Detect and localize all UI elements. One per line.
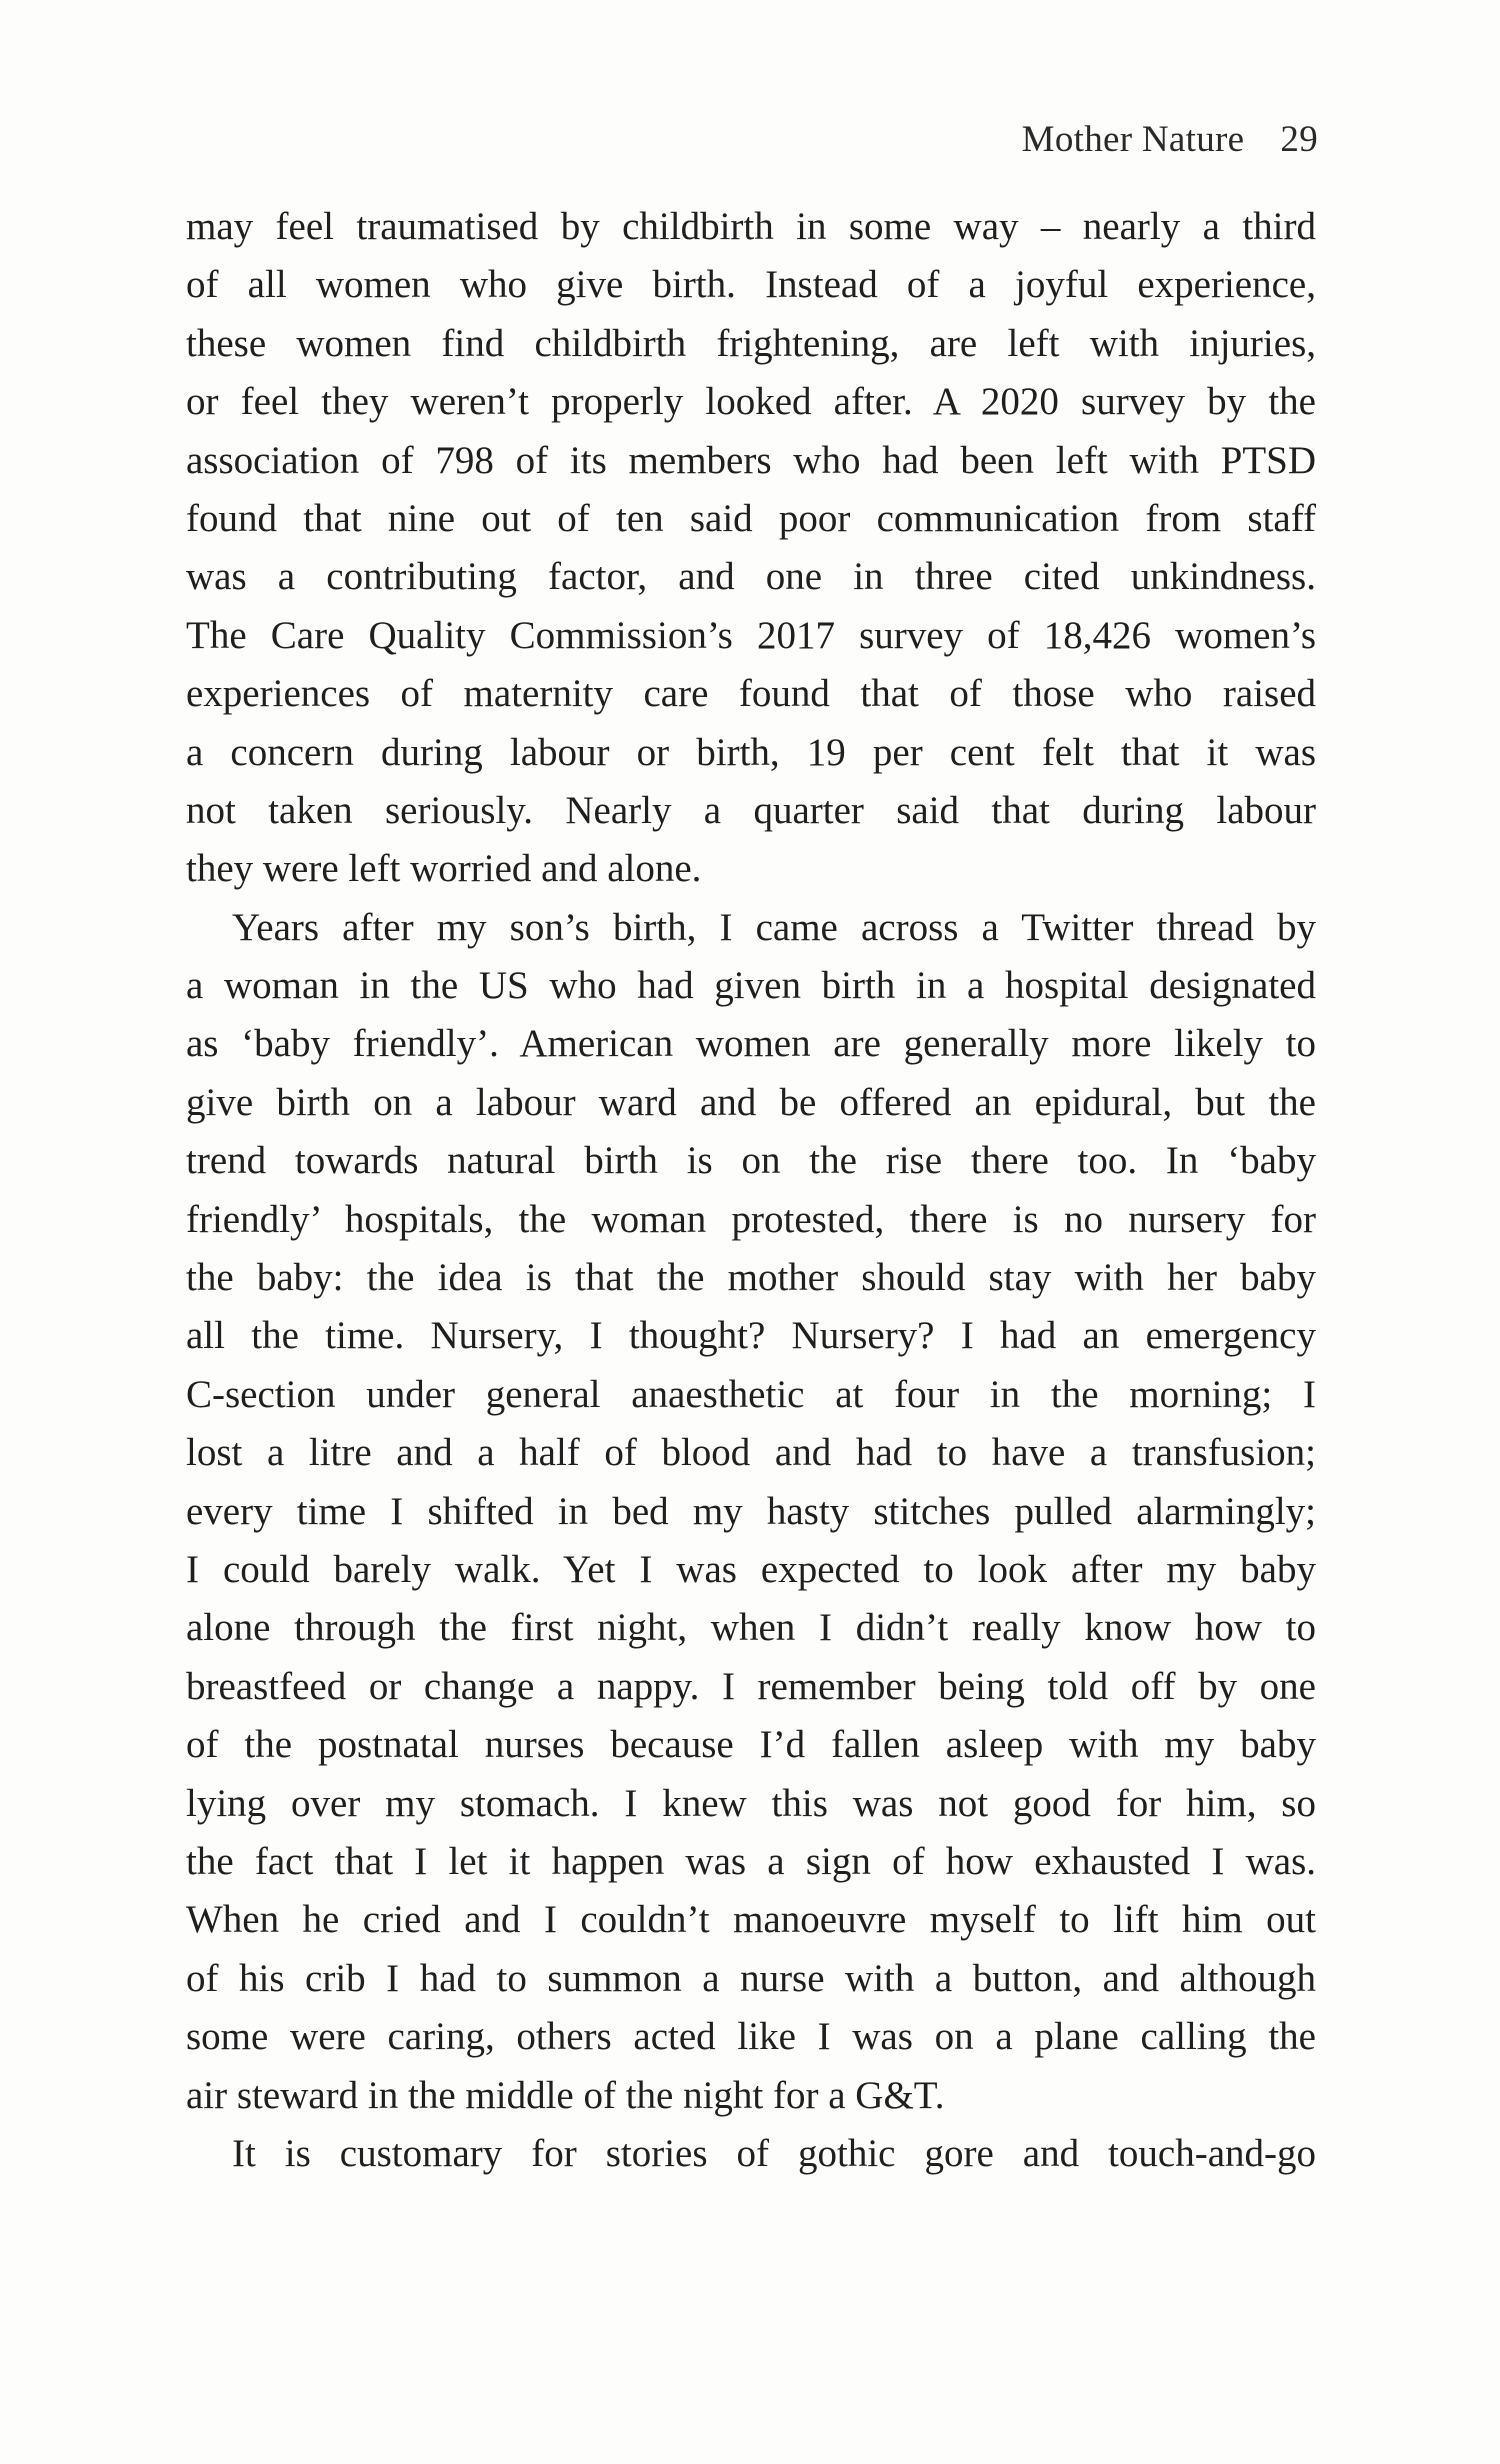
text-line: lying over my stomach. I knew this was not good for him, so [186,1781,1316,1825]
text-line: of his crib I had to summon a nurse with a button, and although [186,1956,1316,2000]
text-line: the baby: the idea is that the mother should stay with her baby [186,1256,1316,1300]
text-line: of the postnatal nurses because I’d fallen asleep with my baby [186,1723,1316,1767]
text-line: I could barely walk. Yet I was expected to look after my baby [186,1547,1316,1591]
text-line: alone through the first night, when I didn’t really know how to [186,1606,1316,1650]
text-line: lost a litre and a half of blood and had to have a transfusion; [186,1431,1316,1475]
paragraph [186,2125,1316,2183]
text-line: experiences of maternity care found that of those who raised [186,672,1316,716]
text-line: the fact that I let it happen was a sign of how exhausted I was. [186,1839,1316,1883]
text-line: these women find childbirth frightening, are left with injuries, [186,321,1316,365]
body-text [186,198,1316,2183]
text-line: C-section under general anaesthetic at four in the morning; I [186,1372,1316,1416]
text-line: give birth on a labour ward and be offered an epidural, but the [186,1080,1316,1124]
text-line: may feel traumatised by childbirth in some way – nearly a third [186,205,1316,248]
paragraph [186,899,1316,2125]
text-line: breastfeed or change a nappy. I remember being told off by one [186,1664,1316,1708]
text-line: association of 798 of its members who had been left with PTSD [186,438,1316,482]
text-line: some were caring, others acted like I was on a plane calling the [186,2015,1316,2059]
chapter-title: Mother Nature [1021,119,1245,160]
text-line: Years after my son’s birth, I came across a Twitter thread by [232,905,1316,949]
text-line: The Care Quality Commission’s 2017 survey of 18,426 women’s [186,613,1316,657]
paragraph [186,198,1316,899]
text-line: of all women who give birth. Instead of a joyful experience, [186,263,1316,307]
page-number: 29 [1280,119,1318,160]
text-line: It is customary for stories of gothic gore and touch-and-go [232,2131,1316,2175]
text-line: not taken seriously. Nearly a quarter said that during labour [186,788,1316,832]
text-line: air steward in the middle of the night for a G&T. [186,2073,945,2117]
text-line: trend towards natural birth is on the rise there too. In ‘baby [186,1139,1316,1183]
text-line: a concern during labour or birth, 19 per cent felt that it was [186,730,1316,774]
text-line: was a contributing factor, and one in three cited unkindness. [186,555,1316,599]
text-line: found that nine out of ten said poor communication from staff [186,496,1316,540]
text-line: When he cried and I couldn’t manoeuvre myself to lift him out [186,1898,1316,1942]
text-line: a woman in the US who had given birth in a hospital designated [186,964,1316,1008]
text-line: they were left worried and alone. [186,847,702,891]
text-line: or feel they weren’t properly looked after. A 2020 survey by the [186,380,1316,424]
text-line: friendly’ hospitals, the woman protested, there is no nursery for [186,1197,1316,1241]
text-line: every time I shifted in bed my hasty stitches pulled alarmingly; [186,1489,1316,1533]
running-head [1022,118,1318,161]
text-line: all the time. Nursery, I thought? Nursery? I had an emergency [186,1314,1316,1358]
text-line: as ‘baby friendly’. American women are generally more likely to [186,1022,1316,1066]
